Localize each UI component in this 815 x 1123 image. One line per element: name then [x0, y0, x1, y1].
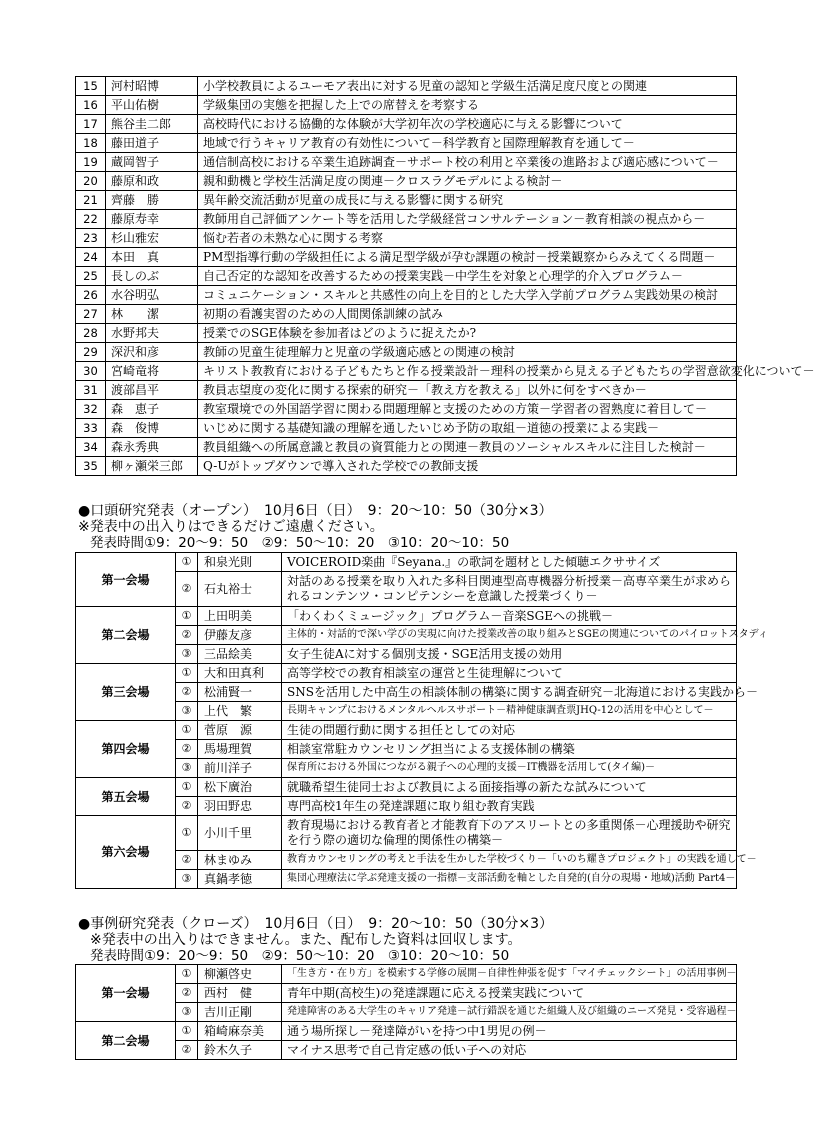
program-row	[76, 683, 737, 702]
case-program-body	[76, 965, 737, 1060]
presenter-name: 河村昭博	[106, 77, 198, 96]
presentation-title: 通う場所探し－発達障がいを持つ中1男児の例－	[282, 1022, 737, 1041]
table-row	[76, 324, 737, 343]
slot-number: ③	[176, 870, 198, 889]
slot-number: ①	[176, 664, 198, 683]
program-row	[76, 553, 737, 572]
slot-number: ③	[176, 645, 198, 664]
row-number: 34	[76, 438, 106, 457]
row-number: 22	[76, 210, 106, 229]
table-row	[76, 305, 737, 324]
presentation-title: 教師用自己評価アンケート等を活用した学級経営コンサルテーション－教育相談の視点から－	[198, 210, 737, 229]
table-row	[76, 381, 737, 400]
poster-list-body	[76, 77, 815, 476]
row-number: 31	[76, 381, 106, 400]
venue-label: 第六会場	[76, 816, 176, 889]
program-row	[76, 645, 737, 664]
venue-label: 第二会場	[76, 1022, 176, 1060]
row-number: 27	[76, 305, 106, 324]
slot-number: ②	[176, 572, 198, 607]
slot-number: ①	[176, 1022, 198, 1041]
program-row	[76, 816, 737, 851]
presenter-name: 平山佑樹	[106, 96, 198, 115]
presenter-name: 松下廣治	[198, 778, 282, 797]
presentation-title: 教育カウンセリングの考えと手法を生かした学校づくり－「いのち耀きプロジェクト」の実践を通して－	[282, 851, 737, 870]
presentation-title: コミュニケーション・スキルと共感性の向上を目的とした大学入学前プログラム実践効果の検討	[198, 286, 737, 305]
presentation-title: 通信制高校における卒業生追跡調査－サポート校の利用と卒業後の進路および適応感について－	[198, 153, 737, 172]
row-number: 20	[76, 172, 106, 191]
presenter-name: 林まゆみ	[198, 851, 282, 870]
presenter-name: 宮崎竜将	[106, 362, 198, 381]
presenter-name: 小川千里	[198, 816, 282, 851]
presenter-name: 真鍋孝徳	[198, 870, 282, 889]
slot-number: ①	[176, 965, 198, 984]
slot-number: ②	[176, 683, 198, 702]
row-number: 33	[76, 419, 106, 438]
table-row	[76, 438, 737, 457]
presentation-title: 主体的・対話的で深い学びの実現に向けた授業改善の取り組みとSGEの関連についてのパイロットスタディ	[282, 626, 737, 645]
slot-number: ②	[176, 740, 198, 759]
program-row	[76, 870, 737, 889]
presenter-name: 吉川正剛	[198, 1003, 282, 1022]
slot-number: ②	[176, 851, 198, 870]
program-row	[76, 721, 737, 740]
presentation-title: 教室環境での外国語学習に関わる問題理解と支援のための方策－学習者の習熟度に着目して－	[198, 400, 737, 419]
presenter-name: 森 恵子	[106, 400, 198, 419]
slot-number: ①	[176, 607, 198, 626]
slot-number: ①	[176, 778, 198, 797]
row-number: 17	[76, 115, 106, 134]
presentation-title: 専門高校1年生の発達課題に取り組む教育実践	[282, 797, 737, 816]
presenter-name: 柳ヶ瀬栄三郎	[106, 457, 198, 476]
slot-number: ①	[176, 816, 198, 851]
presentation-title: 親和動機と学校生活満足度の関連－クロスラグモデルによる検討－	[198, 172, 737, 191]
oral-notice: ※発表中の出入りはできるだけご遠慮ください。	[78, 519, 384, 535]
program-row	[76, 607, 737, 626]
slot-number: ②	[176, 1041, 198, 1060]
presentation-title: 長期キャンプにおけるメンタルヘルスサポート－精神健康調査票JHQ-12の活用を中心として－	[282, 702, 737, 721]
presenter-name: 渡部昌平	[106, 381, 198, 400]
program-row	[76, 1022, 737, 1041]
presentation-title: 相談室常駐カウンセリング担当による支援体制の構築	[282, 740, 737, 759]
presentation-title: 教員志望度の変化に関する探索的研究－「教え方を教える」以外に何をすべきか－	[198, 381, 737, 400]
row-number: 26	[76, 286, 106, 305]
presentation-title: 女子生徒Aに対する個別支援・SGE活用支援の効用	[282, 645, 737, 664]
row-number: 28	[76, 324, 106, 343]
program-row	[76, 759, 737, 778]
table-row	[76, 267, 737, 286]
table-row	[76, 400, 737, 419]
presentation-title: 小学校教員によるユーモア表出に対する児童の認知と学級生活満足度尺度との関連	[198, 77, 737, 96]
presentation-title: PM型指導行動の学級担任による満足型学級が孕む課題の検討－授業観察からみえてくる問題－	[198, 248, 737, 267]
slot-number: ②	[176, 984, 198, 1003]
presenter-name: 深沢和彦	[106, 343, 198, 362]
table-row	[76, 286, 737, 305]
table-row	[76, 96, 737, 115]
row-number: 19	[76, 153, 106, 172]
program-row	[76, 626, 737, 645]
presentation-title: VOICEROID楽曲『Seyana.』の歌詞を題材とした傾聴エクササイズ	[282, 553, 737, 572]
presentation-title: キリスト教教育における子どもたちと作る授業設計－理科の授業から見える子どもたちの学習意欲変化について－	[198, 362, 737, 381]
slot-number: ③	[176, 759, 198, 778]
table-row	[76, 115, 737, 134]
presenter-name: 杉山雅宏	[106, 229, 198, 248]
presenter-name: 鈴木久子	[198, 1041, 282, 1060]
presentation-title: いじめに関する基礎知識の理解を通したいじめ予防の取組－道徳の授業による実践－	[198, 419, 737, 438]
presentation-title: 「わくわくミュージック」プログラム－音楽SGEへの挑戦－	[282, 607, 737, 626]
table-row	[76, 134, 737, 153]
table-row	[76, 419, 737, 438]
presentation-title: 高校時代における協働的な体験が大学初年次の学校適応に与える影響について	[198, 115, 737, 134]
table-row	[76, 229, 737, 248]
program-row	[76, 664, 737, 683]
slot-number: ②	[176, 626, 198, 645]
presentation-title: 異年齢交流活動が児童の成長に与える影響に関する研究	[198, 191, 737, 210]
presenter-name: 熊谷圭二郎	[106, 115, 198, 134]
row-number: 24	[76, 248, 106, 267]
presentation-title: 保育所における外国につながる親子への心理的支援－IT機器を活用して(タイ編)－	[282, 759, 737, 778]
oral-heading: ●口頭研究発表（オープン） 10月6日（日） 9：20～10：50（30分×3）	[78, 503, 553, 519]
presenter-name: 本田 真	[106, 248, 198, 267]
presentation-title: 発達障害のある大学生のキャリア発達－試行錯誤を通じた組織人及び組織のニーズ発見・受容過程－	[282, 1003, 737, 1022]
row-number: 30	[76, 362, 106, 381]
presenter-name: 藤原和政	[106, 172, 198, 191]
program-row	[76, 702, 737, 721]
oral-time-label: 発表時間①9：20～9：50 ②9：50～10：20 ③10：20～10：50	[90, 535, 510, 551]
presentation-title: 地域で行うキャリア教育の有効性について－科学教育と国際理解教育を通して－	[198, 134, 737, 153]
table-row	[76, 362, 737, 381]
presentation-title: マイナス思考で自己肯定感の低い子への対応	[282, 1041, 737, 1060]
row-number: 35	[76, 457, 106, 476]
row-number: 15	[76, 77, 106, 96]
row-number: 23	[76, 229, 106, 248]
presenter-name: 羽田野忠	[198, 797, 282, 816]
slot-number: ②	[176, 797, 198, 816]
presenter-name: 菅原 源	[198, 721, 282, 740]
presentation-title: 教育現場における教育者と才能教育下のアスリートとの多重関係－心理援助や研究を行う際の適切な倫理的関係性の構築－	[282, 816, 737, 851]
presenter-name: 西村 健	[198, 984, 282, 1003]
program-row	[76, 984, 737, 1003]
presentation-title: 授業でのSGE体験を参加者はどのように捉えたか?	[198, 324, 737, 343]
row-number: 18	[76, 134, 106, 153]
presenter-name: 馬場理賀	[198, 740, 282, 759]
table-row	[76, 153, 737, 172]
presenter-name: 藤田道子	[106, 134, 198, 153]
table-row	[76, 457, 737, 476]
row-number: 16	[76, 96, 106, 115]
presentation-title: 悩む若者の未熟な心に関する考察	[198, 229, 737, 248]
table-row	[76, 343, 737, 362]
presenter-name: 森永秀典	[106, 438, 198, 457]
case-program-table	[75, 964, 737, 1060]
presentation-title: Q-Uがトップダウンで導入された学校での教師支援	[198, 457, 737, 476]
presenter-name: 三品絵美	[198, 645, 282, 664]
table-row	[76, 248, 737, 267]
venue-label: 第五会場	[76, 778, 176, 816]
presenter-name: 蔵岡智子	[106, 153, 198, 172]
presentation-title: 生徒の問題行動に関する担任としての対応	[282, 721, 737, 740]
presentation-title: 自己否定的な認知を改善するための授業実践－中学生を対象と心理学的介入プログラム－	[198, 267, 737, 286]
presenter-name: 藤原寿幸	[106, 210, 198, 229]
program-row	[76, 797, 737, 816]
row-number: 21	[76, 191, 106, 210]
presentation-title: 教師の児童生徒理解力と児童の学級適応感との関連の検討	[198, 343, 737, 362]
table-row	[76, 77, 737, 96]
venue-label: 第二会場	[76, 607, 176, 664]
row-number: 25	[76, 267, 106, 286]
presenter-name: 上田明美	[198, 607, 282, 626]
case-heading: ●事例研究発表（クローズ） 10月6日（日） 9：20～10：50（30分×3）	[78, 916, 554, 932]
program-row	[76, 851, 737, 870]
table-row	[76, 191, 737, 210]
presenter-name: 水野邦夫	[106, 324, 198, 343]
program-row	[76, 1003, 737, 1022]
presenter-name: 齊藤 勝	[106, 191, 198, 210]
presentation-title: SNSを活用した中高生の相談体制の構築に関する調査研究－北海道における実践から－	[282, 683, 737, 702]
presenter-name: 松浦賢一	[198, 683, 282, 702]
presentation-title: 高等学校での教育相談室の運営と生徒理解について	[282, 664, 737, 683]
poster-list-table	[75, 76, 815, 476]
presentation-title: 初期の看護実習のための人間関係訓練の試み	[198, 305, 737, 324]
presentation-title: 集団心理療法に学ぶ発達支援の一指標－支部活動を軸とした自発的(自分の現場・地域)活動 Part4－	[282, 870, 737, 889]
oral-program-body	[76, 553, 768, 889]
presenter-name: 柳瀬啓史	[198, 965, 282, 984]
presenter-name: 大和田真利	[198, 664, 282, 683]
program-row	[76, 1041, 737, 1060]
row-number: 32	[76, 400, 106, 419]
presentation-title: 教員組織への所属意識と教員の資質能力との関連－教員のソーシャルスキルに注目した検討－	[198, 438, 737, 457]
venue-label: 第三会場	[76, 664, 176, 721]
program-row	[76, 778, 737, 797]
venue-label: 第一会場	[76, 553, 176, 607]
slot-number: ③	[176, 1003, 198, 1022]
venue-label: 第一会場	[76, 965, 176, 1022]
presentation-title: 青年中期(高校生)の発達課題に応える授業実践について	[282, 984, 737, 1003]
program-row	[76, 572, 737, 607]
presenter-name: 伊藤友彦	[198, 626, 282, 645]
presentation-title: 学級集団の実態を把握した上での席替えを考察する	[198, 96, 737, 115]
case-notice: ※発表中の出入りはできません。また、配布した資料は回収します。	[90, 932, 522, 948]
slot-number: ①	[176, 553, 198, 572]
slot-number: ①	[176, 721, 198, 740]
table-row	[76, 210, 737, 229]
presenter-name: 石丸裕士	[198, 572, 282, 607]
presenter-name: 箱崎麻奈美	[198, 1022, 282, 1041]
presentation-title: 就職希望生徒同士および教員による面接指導の新たな試みについて	[282, 778, 737, 797]
slot-number: ③	[176, 702, 198, 721]
table-row	[76, 172, 737, 191]
program-row	[76, 965, 737, 984]
presentation-title: 「生き方・在り方」を模索する学修の展開－自律性伸張を促す「マイチェックシート」の活用事例－	[282, 965, 737, 984]
presenter-name: 前川洋子	[198, 759, 282, 778]
oral-program-table	[75, 552, 768, 889]
venue-label: 第四会場	[76, 721, 176, 778]
case-time-label: 発表時間①9：20～9：50 ②9：50～10：20 ③10：20～10：50	[90, 948, 510, 964]
presenter-name: 和泉光則	[198, 553, 282, 572]
presenter-name: 水谷明弘	[106, 286, 198, 305]
presenter-name: 森 俊博	[106, 419, 198, 438]
presenter-name: 林 潔	[106, 305, 198, 324]
row-number: 29	[76, 343, 106, 362]
presenter-name: 長しのぶ	[106, 267, 198, 286]
program-row	[76, 740, 737, 759]
presenter-name: 上代 繁	[198, 702, 282, 721]
presentation-title: 対話のある授業を取り入れた多科目関連型高専機器分析授業－高専卒業生が求められるコンテンツ・コンピテンシーを意識した授業づくり－	[282, 572, 737, 607]
